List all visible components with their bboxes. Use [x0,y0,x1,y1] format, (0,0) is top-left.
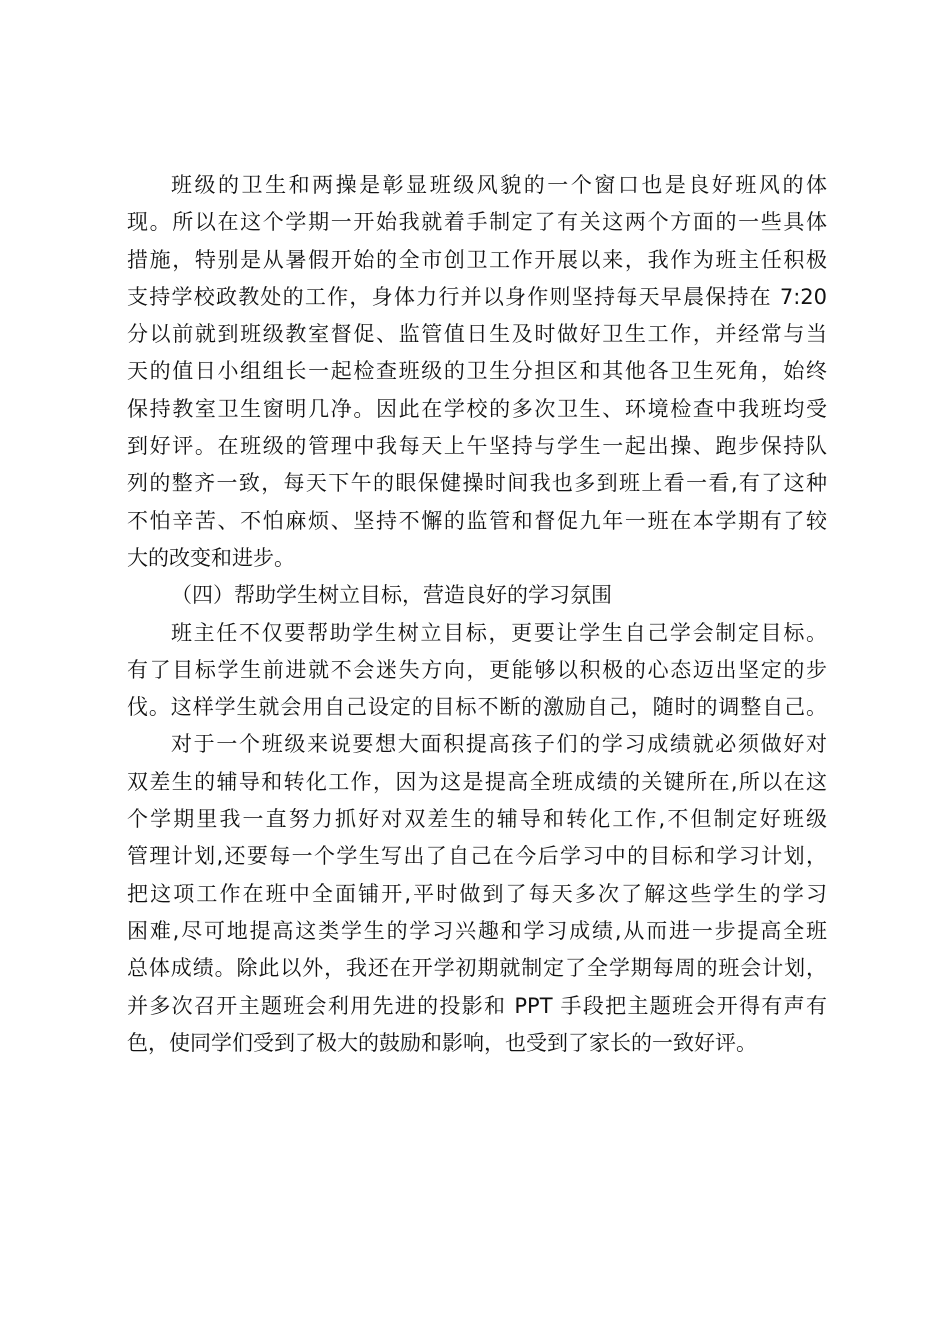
text-line: 支持学校政教处的工作，身体力行并以身作则坚持每天早晨保持在 7:20 [127,284,827,309]
text-line: 措施，特别是从暑假开始的全市创卫工作开展以来，我作为班主任积极 [127,247,827,272]
text-line: 对于一个班级来说要想大面积提高孩子们的学习成绩就必须做好对 [171,732,827,757]
text-line: 到好评。在班级的管理中我每天上午坚持与学生一起出操、跑步保持队 [127,434,827,459]
text-line: 困难,尽可地提高这类学生的学习兴趣和学习成绩,从而进一步提高全班 [127,918,827,943]
text-line: 班主任不仅要帮助学生树立目标，更要让学生自己学会制定目标。 [171,620,827,645]
text-line: 保持教室卫生窗明几净。因此在学校的多次卫生、环境检查中我班均受 [127,396,827,421]
text-line: 有了目标学生前进就不会迷失方向，更能够以积极的心态迈出坚定的步 [127,657,827,682]
text-line: 色，使同学们受到了极大的鼓励和影响，也受到了家长的一致好评。 [127,1030,757,1055]
text-line: 分以前就到班级教室督促、监管值日生及时做好卫生工作，并经常与当 [127,322,827,347]
text-line: 列的整齐一致，每天下午的眼保健操时间我也多到班上看一看,有了这种 [127,471,827,496]
section-heading: （四）帮助学生树立目标，营造良好的学习氛围 [171,583,612,608]
text-line: 把这项工作在班中全面铺开,平时做到了每天多次了解这些学生的学习 [127,881,827,906]
text-line: 伐。这样学生就会用自己设定的目标不断的激励自己，随时的调整自己。 [127,695,827,720]
text-line: 管理计划,还要每一个学生写出了自己在今后学习中的目标和学习计划， [127,844,827,869]
body-text [127,167,827,1062]
text-line: 天的值日小组组长一起检查班级的卫生分担区和其他各卫生死角，始终 [127,359,827,384]
text-line: 总体成绩。除此以外，我还在开学初期就制定了全学期每周的班会计划， [127,956,827,981]
text-line: 大的改变和进步。 [127,545,295,570]
text-line: 现。所以在这个学期一开始我就着手制定了有关这两个方面的一些具体 [127,210,827,235]
text-line: 个学期里我一直努力抓好对双差生的辅导和转化工作,不但制定好班级 [127,807,827,832]
text-line: 班级的卫生和两操是彰显班级风貌的一个窗口也是良好班风的体 [171,173,827,197]
text-line: 双差生的辅导和转化工作，因为这是提高全班成绩的关键所在,所以在这 [127,769,827,794]
text-line: 不怕辛苦、不怕麻烦、坚持不懈的监管和督促九年一班在本学期有了较 [127,508,827,533]
text-line: 并多次召开主题班会利用先进的投影和 PPT 手段把主题班会开得有声有 [127,993,827,1018]
